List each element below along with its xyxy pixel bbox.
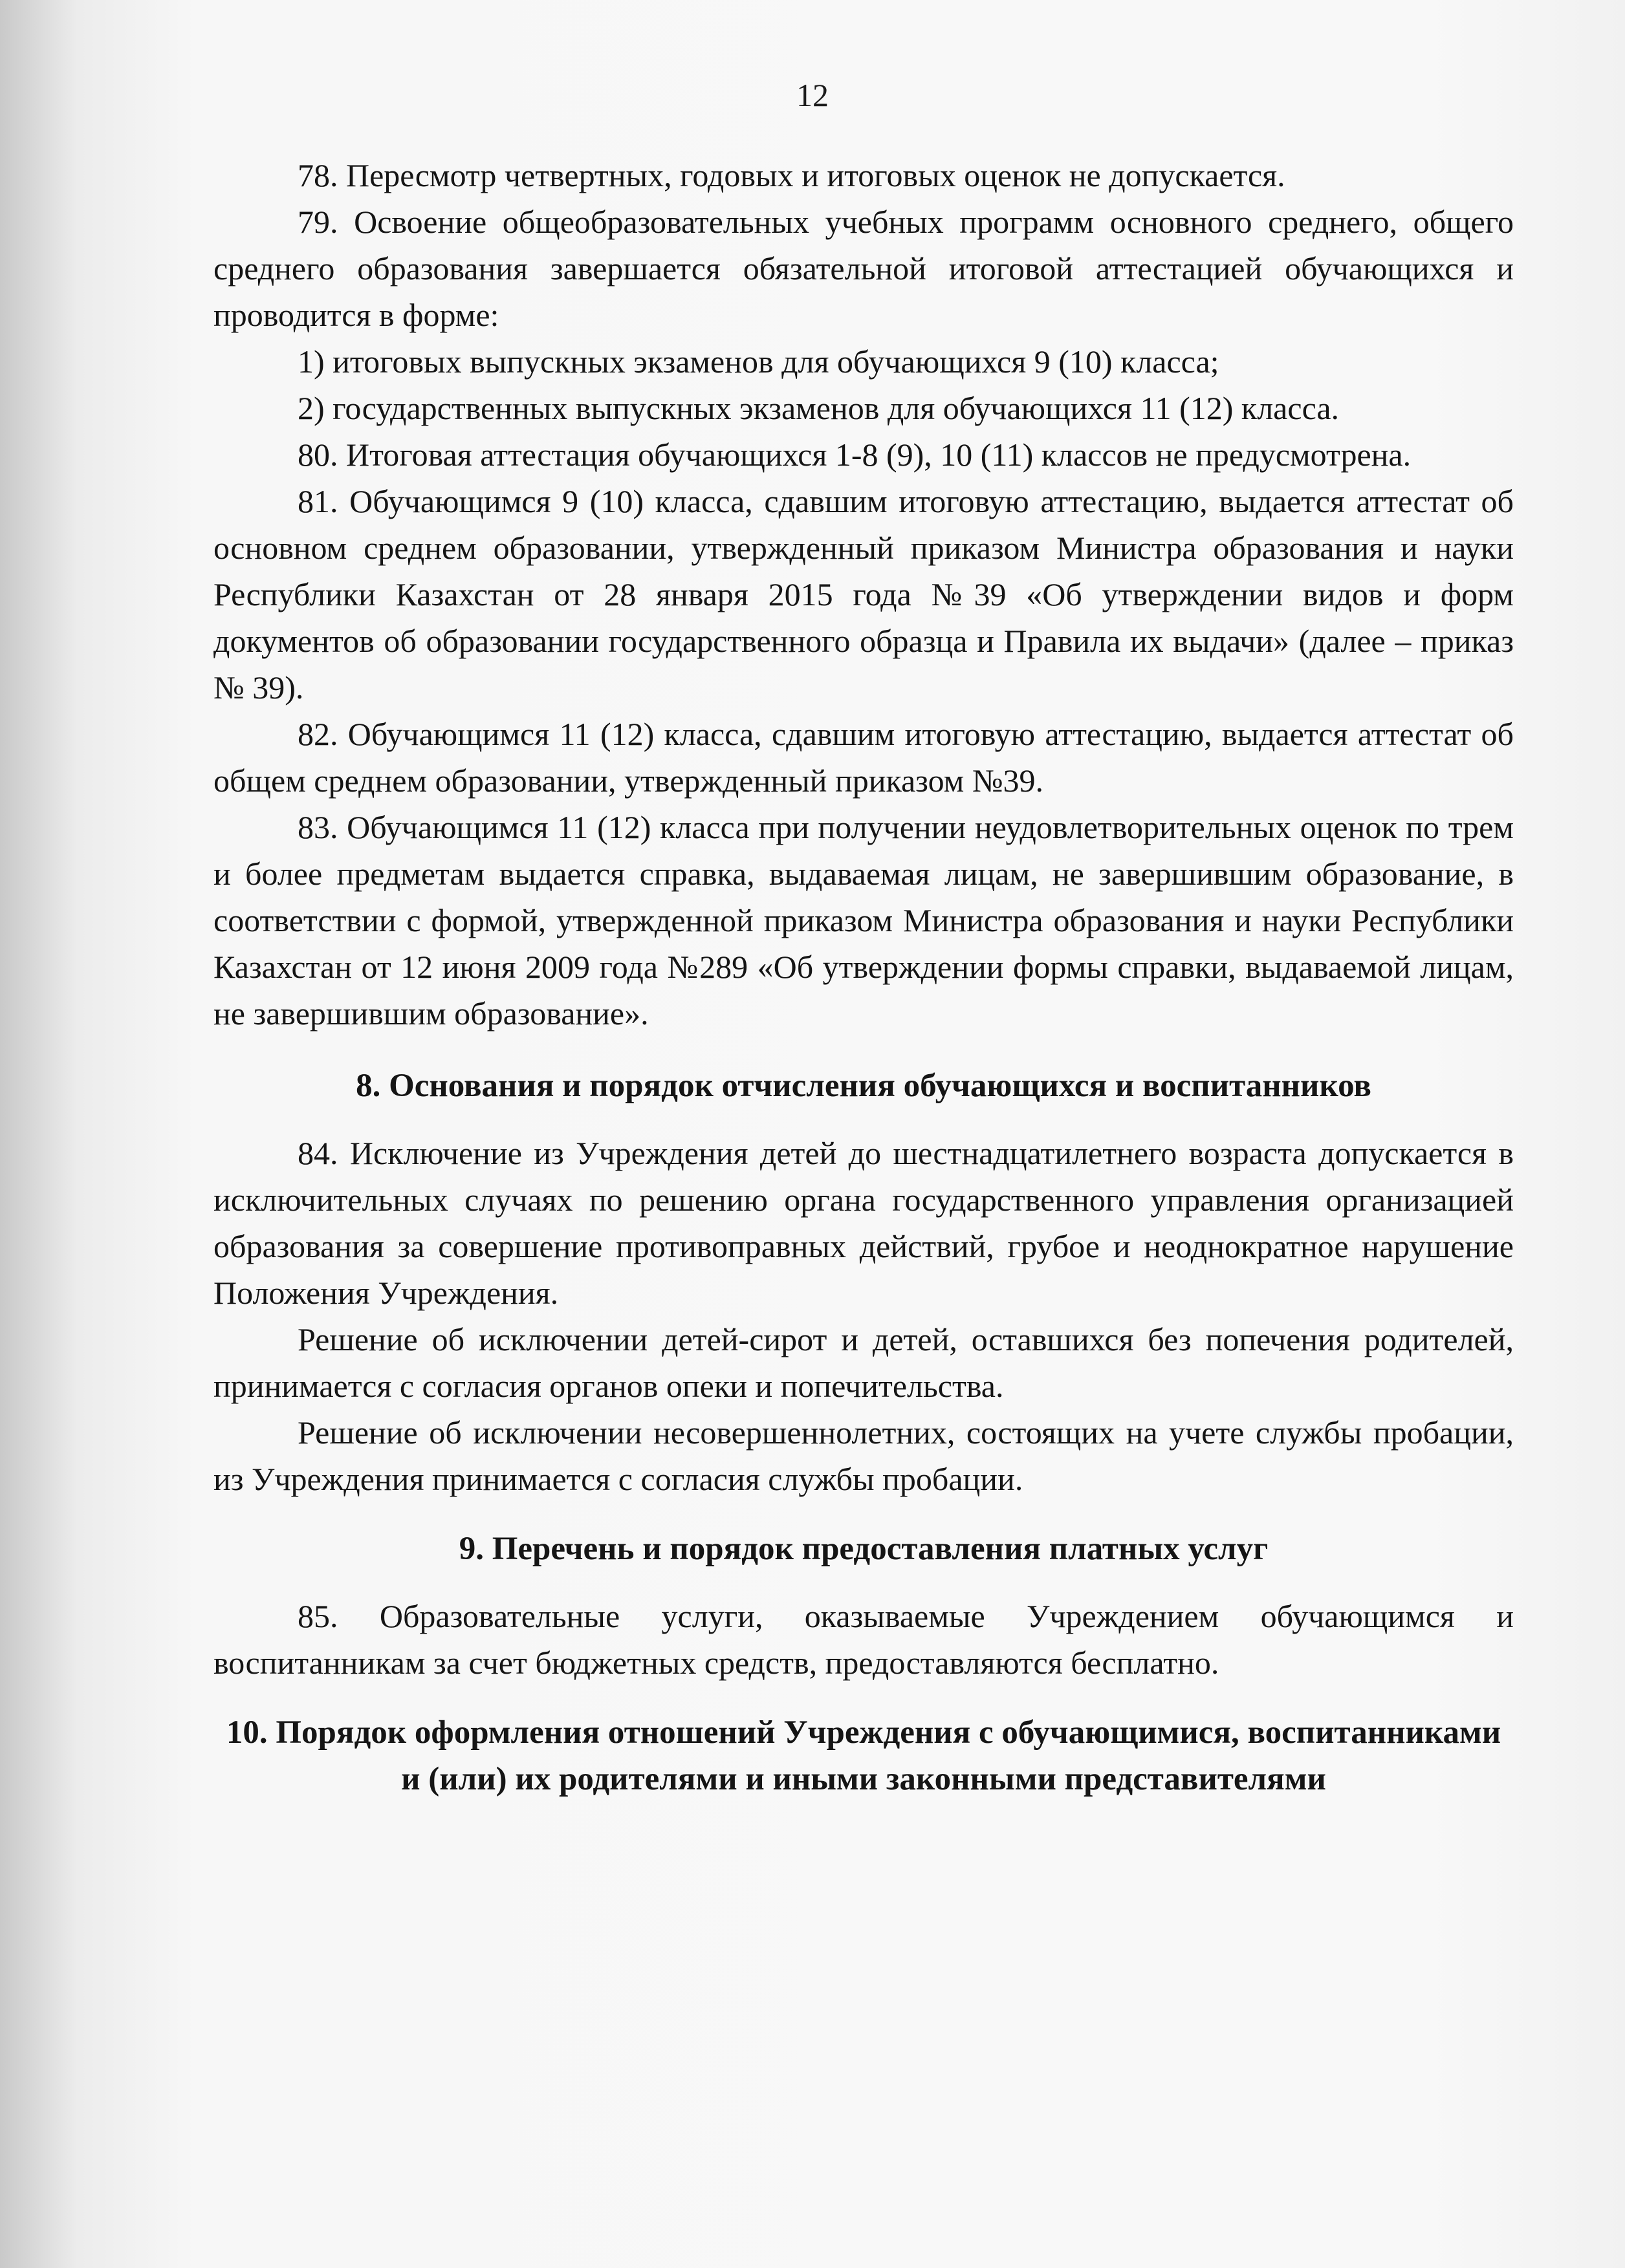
list-item-1: 1) итоговых выпускных экзаменов для обучающихся 9 (10) класса; (298, 343, 1219, 380)
paragraph-84: 84. Исключение из Учреждения детей до шестнадцатилетнего возраста допускается в исключительных случаях по решению органа государственного управления организацией образования за совершение противоправных действий, грубое и неоднократное нарушение Положения Учреждения. (213, 1135, 1514, 1311)
paragraph-81: 81. Обучающимся 9 (10) класса, сдавшим итоговую аттестацию, выдается аттестат об основном среднем образовании, утвержденный приказом Министра образования и науки Республики Казахстан от 28 января 2015 года №39 «Об утверждении видов и форм документов об образовании государственного образца и Правила их выдачи» (далее – приказ № 39). (213, 483, 1514, 706)
section-heading-9: 9. Перечень и порядок предоставления платных услуг (459, 1531, 1269, 1567)
section-heading-8: 8. Основания и порядок отчисления обучающихся и воспитанников (356, 1068, 1371, 1104)
paragraph-83: 83. Обучающимся 11 (12) класса при получении неудовлетворительных оценок по трем и более предметам выдается справка, выдаваемая лицам, не завершившим образование, в соответствии с формой, утвержденной приказом Министра образования и науки Республики Казахстан от 12 июня 2009 года №289 «Об утверждении формы справки, выдаваемой лицам, не завершившим образование». (213, 809, 1514, 1031)
document-body (213, 152, 1514, 1823)
list-item-2: 2) государственных выпускных экзаменов для обучающихся 11 (12) класса. (298, 390, 1340, 426)
paragraph-79: 79. Освоение общеобразовательных учебных программ основного среднего, общего среднего образования завершается обязательной итоговой аттестацией обучающихся и проводится в форме: (213, 204, 1514, 333)
paragraph-78: 78. Пересмотр четвертных, годовых и итоговых оценок не допускается. (298, 157, 1285, 193)
paragraph-orphans: Решение об исключении детей-сирот и детей, оставшихся без попечения родителей, принимается с согласия органов опеки и попечительства. (213, 1321, 1514, 1404)
paragraph-probation: Решение об исключении несовершеннолетних, состоящих на учете службы пробации, из Учреждения принимается с согласия службы пробации. (213, 1414, 1514, 1497)
paragraph-85: 85. Образовательные услуги, оказываемые Учреждением обучающимся и воспитанникам за счет бюджетных средств, предоставляются бесплатно. (213, 1598, 1514, 1681)
page-number: 12 (796, 77, 829, 113)
section-heading-10: 10. Порядок оформления отношений Учреждения с обучающимися, воспитанниками и (или) их родителями и иными законными представителями (226, 1714, 1501, 1797)
paragraph-82: 82. Обучающимся 11 (12) класса, сдавшим итоговую аттестацию, выдается аттестат об общем среднем образовании, утвержденный приказом №39. (213, 716, 1514, 799)
paragraph-80: 80. Итоговая аттестация обучающихся 1-8 (9), 10 (11) классов не предусмотрена. (298, 437, 1412, 473)
